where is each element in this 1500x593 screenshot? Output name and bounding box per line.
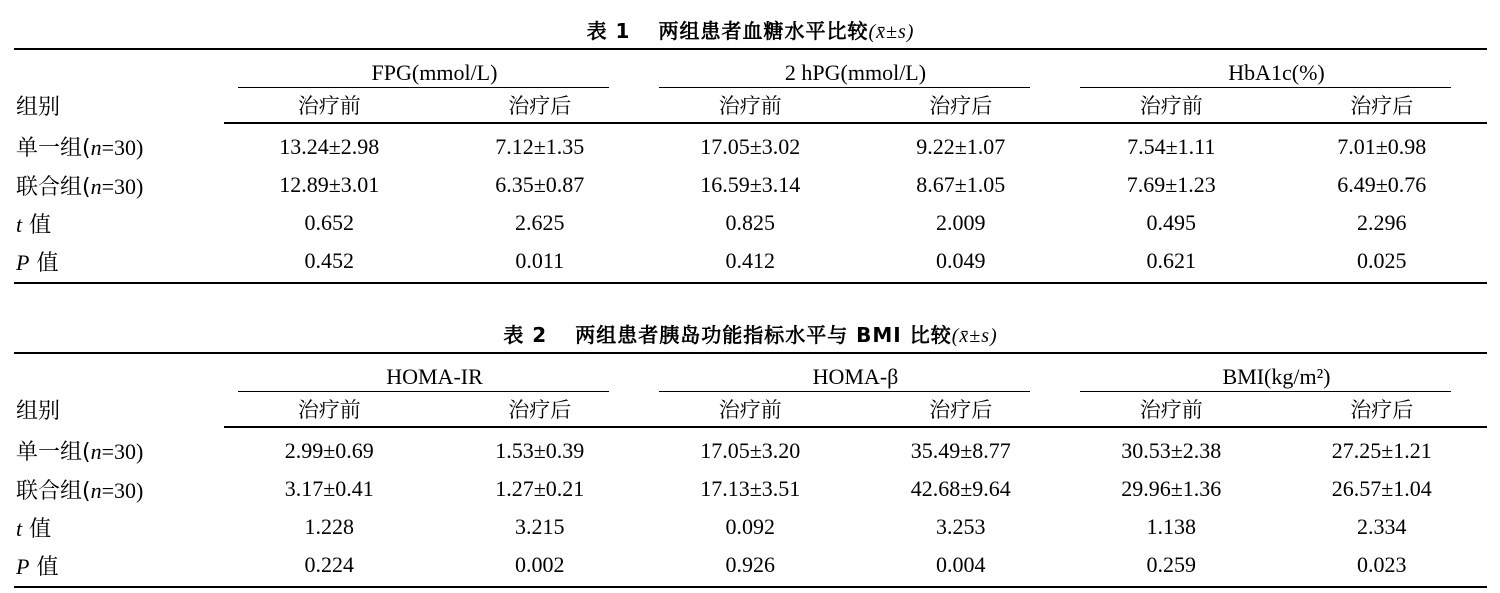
table-cell: 0.004 [936, 552, 986, 577]
subheader-after: 治疗后 [435, 392, 646, 427]
table-cell: 27.25±1.21 [1331, 438, 1432, 463]
table-1-stat-notation: (x̄±s) [868, 21, 915, 43]
table-cell: 3.253 [936, 514, 986, 539]
table-cell: 0.011 [515, 248, 565, 273]
subheader-after: 治疗后 [1277, 392, 1488, 427]
subheader-before: 治疗前 [224, 392, 435, 427]
row-label: 单一组(n=30) [16, 135, 144, 161]
table-row-p-value [14, 546, 1487, 587]
table-2-block [14, 318, 1487, 588]
table-cell: 12.89±3.01 [279, 172, 380, 197]
subheader-after: 治疗后 [1277, 88, 1488, 123]
table-row-t-value [14, 508, 1487, 546]
table-2-title: 两组患者胰岛功能指标水平与 BMI 比较 [575, 323, 952, 347]
subheader-before: 治疗前 [645, 392, 856, 427]
table-row-combined-group [14, 470, 1487, 508]
group-header-fpg: FPG(mmol/L) [224, 49, 645, 88]
table-cell: 17.13±3.51 [700, 476, 801, 501]
table-2-number: 表 2 [503, 323, 548, 347]
table-row-single-group [14, 123, 1487, 166]
table-2 [14, 352, 1487, 588]
group-header-2hpg: 2 hPG(mmol/L) [645, 49, 1066, 88]
group-header-bmi: BMI(kg/m²) [1066, 353, 1487, 392]
table-cell: 6.35±0.87 [495, 172, 585, 197]
table-cell: 0.092 [725, 514, 775, 539]
subheader-before: 治疗前 [645, 88, 856, 123]
group-header-hba1c: HbA1c(%) [1066, 49, 1487, 88]
table-cell: 7.54±1.11 [1127, 134, 1216, 159]
subheader-before: 治疗前 [224, 88, 435, 123]
table-cell: 0.452 [304, 248, 354, 273]
table-cell: 2.625 [515, 210, 565, 235]
table-cell: 0.926 [725, 552, 775, 577]
row-label: t 值 [16, 515, 52, 542]
subheader-before: 治疗前 [1066, 88, 1277, 123]
table-cell: 0.023 [1357, 552, 1407, 577]
table-cell: 7.69±1.23 [1126, 172, 1216, 197]
table-row-t-value [14, 204, 1487, 242]
table-cell: 6.49±0.76 [1337, 172, 1427, 197]
table-cell: 0.621 [1146, 248, 1196, 273]
table-cell: 7.01±0.98 [1337, 134, 1427, 159]
group-column-header: 组别 [16, 399, 61, 424]
table-1-block [14, 14, 1487, 284]
table-cell: 16.59±3.14 [700, 172, 801, 197]
table-row-p-value [14, 242, 1487, 283]
row-label: P 值 [16, 553, 59, 580]
table-cell: 13.24±2.98 [279, 134, 380, 159]
table-cell: 1.53±0.39 [495, 438, 585, 463]
row-label: t 值 [16, 211, 52, 238]
table-cell: 0.652 [304, 210, 354, 235]
table-cell: 1.27±0.21 [495, 476, 585, 501]
table-cell: 1.138 [1146, 514, 1196, 539]
table-1-title: 两组患者血糖水平比较 [658, 19, 869, 43]
row-label: 联合组(n=30) [16, 477, 144, 504]
table-cell: 0.825 [725, 210, 775, 235]
table-row-combined-group [14, 166, 1487, 204]
table-cell: 29.96±1.36 [1121, 476, 1222, 501]
table-cell: 42.68±9.64 [910, 476, 1011, 501]
table-1-caption [14, 14, 1487, 48]
group-column-header: 组别 [16, 95, 61, 120]
table-cell: 2.296 [1357, 210, 1407, 235]
table-2-stat-notation: (x̄±s) [951, 325, 998, 347]
table-cell: 0.412 [725, 248, 775, 273]
subheader-after: 治疗后 [856, 88, 1067, 123]
table-cell: 35.49±8.77 [910, 438, 1011, 463]
group-header-homa-beta: HOMA-β [645, 353, 1066, 392]
group-header-homa-ir: HOMA-IR [224, 353, 645, 392]
table-cell: 0.049 [936, 248, 986, 273]
table-cell: 1.228 [304, 514, 354, 539]
table-1-number: 表 1 [586, 19, 631, 43]
table-cell: 3.215 [515, 514, 565, 539]
table-cell: 2.99±0.69 [284, 438, 374, 463]
table-cell: 7.12±1.35 [495, 134, 585, 159]
table-cell: 26.57±1.04 [1331, 476, 1432, 501]
table-cell: 2.334 [1357, 514, 1407, 539]
row-label: 单一组(n=30) [16, 439, 144, 465]
table-cell: 2.009 [936, 210, 986, 235]
table-cell: 0.224 [304, 552, 354, 577]
table-cell: 30.53±2.38 [1121, 438, 1222, 463]
subheader-after: 治疗后 [435, 88, 646, 123]
row-label: 联合组(n=30) [16, 173, 144, 200]
table-cell: 0.259 [1146, 552, 1196, 577]
table-cell: 0.025 [1357, 248, 1407, 273]
row-label: P 值 [16, 249, 59, 276]
table-cell: 0.495 [1146, 210, 1196, 235]
table-row-single-group [14, 427, 1487, 470]
subheader-after: 治疗后 [856, 392, 1067, 427]
table-1 [14, 48, 1487, 284]
table-cell: 17.05±3.20 [700, 438, 801, 463]
subheader-before: 治疗前 [1066, 392, 1277, 427]
table-2-caption [14, 318, 1487, 352]
table-cell: 9.22±1.07 [916, 134, 1006, 159]
table-cell: 3.17±0.41 [284, 476, 374, 501]
table-cell: 17.05±3.02 [700, 134, 801, 159]
table-cell: 0.002 [515, 552, 565, 577]
table-cell: 8.67±1.05 [916, 172, 1006, 197]
